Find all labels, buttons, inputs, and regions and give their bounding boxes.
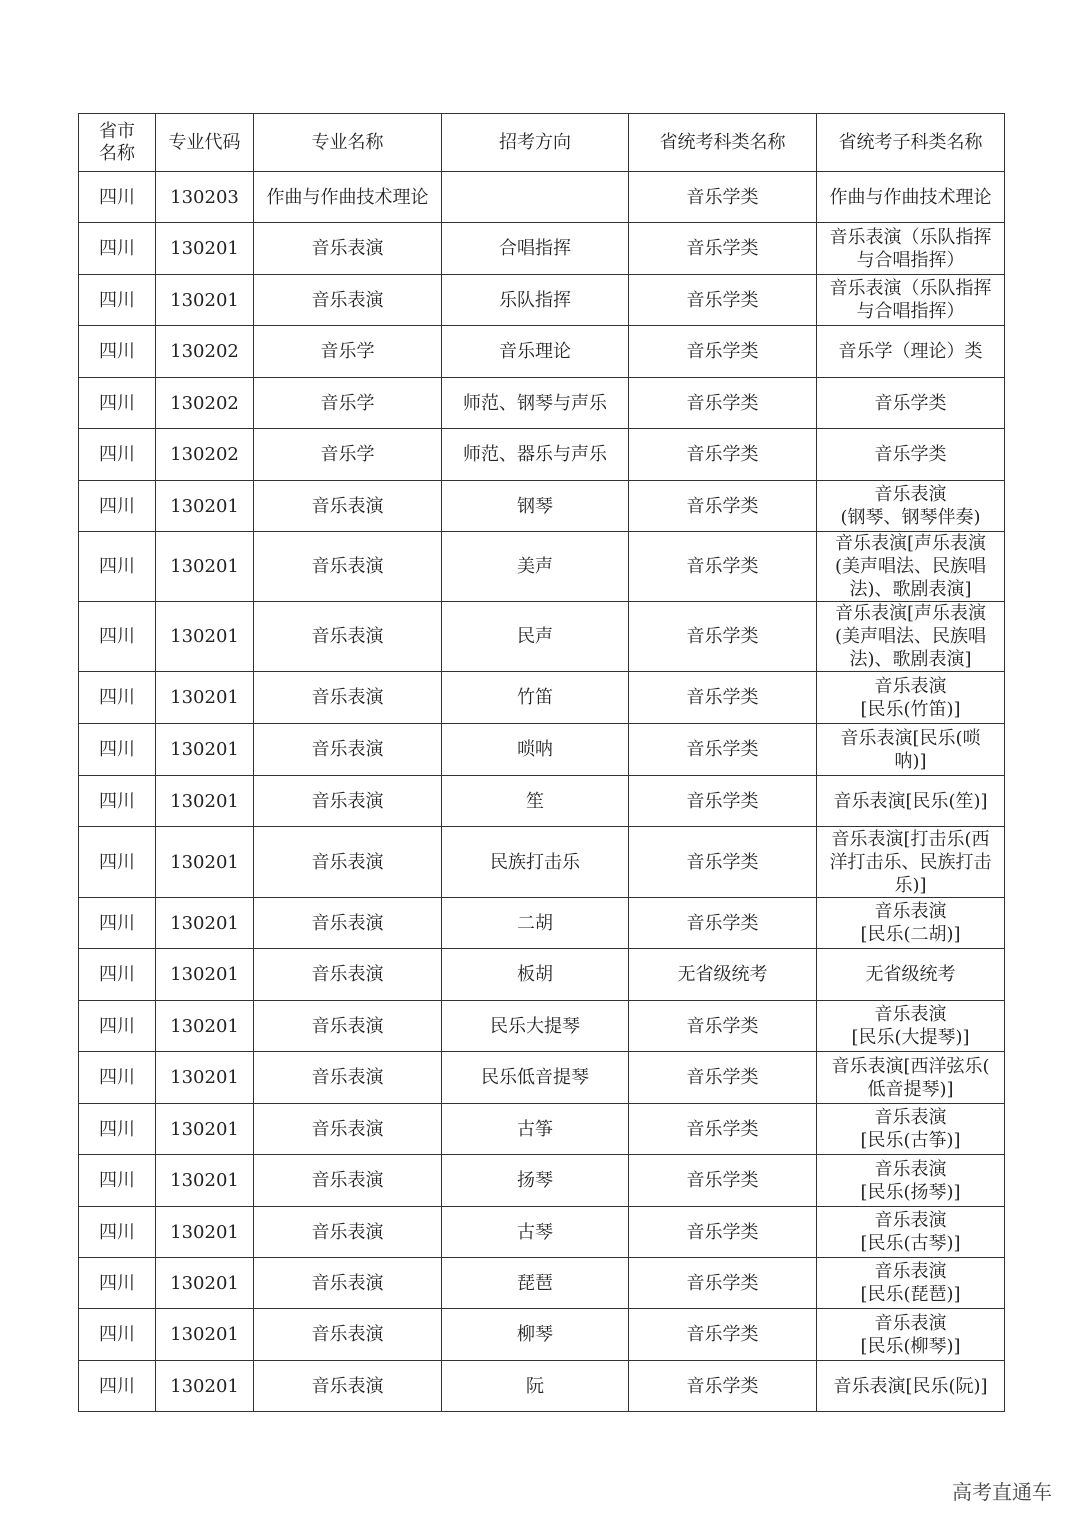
cell-major-name: 音乐表演 bbox=[254, 1104, 442, 1155]
cell-major-name: 作曲与作曲技术理论 bbox=[254, 172, 442, 223]
cell-exam-subcategory: 音乐表演 (钢琴、钢琴伴奏) bbox=[817, 481, 1005, 532]
cell-major-name: 音乐表演 bbox=[254, 724, 442, 776]
cell-exam-category: 音乐学类 bbox=[629, 1155, 817, 1207]
cell-direction bbox=[442, 172, 629, 223]
cell-major-code: 130201 bbox=[156, 949, 254, 1001]
cell-exam-category: 音乐学类 bbox=[629, 898, 817, 949]
header-province: 省市 名称 bbox=[79, 114, 156, 172]
cell-exam-subcategory: 音乐表演 [民乐(扬琴)] bbox=[817, 1155, 1005, 1207]
cell-exam-category: 音乐学类 bbox=[629, 532, 817, 602]
cell-exam-category: 音乐学类 bbox=[629, 223, 817, 275]
header-exam-subcategory: 省统考子科类名称 bbox=[817, 114, 1005, 172]
cell-major-code: 130201 bbox=[156, 1001, 254, 1052]
cell-exam-subcategory: 音乐表演[西洋弦乐( 低音提琴)] bbox=[817, 1052, 1005, 1104]
cell-exam-category: 音乐学类 bbox=[629, 1001, 817, 1052]
cell-major-name: 音乐表演 bbox=[254, 532, 442, 602]
cell-exam-subcategory: 音乐表演[民乐(阮)] bbox=[817, 1361, 1005, 1412]
cell-exam-category: 音乐学类 bbox=[629, 1258, 817, 1309]
cell-province: 四川 bbox=[79, 1258, 156, 1309]
table-row bbox=[79, 724, 1005, 776]
cell-major-name: 音乐表演 bbox=[254, 898, 442, 949]
cell-major-code: 130202 bbox=[156, 429, 254, 481]
cell-exam-subcategory: 音乐表演 [民乐(二胡)] bbox=[817, 898, 1005, 949]
table-row bbox=[79, 672, 1005, 724]
cell-exam-subcategory: 音乐学类 bbox=[817, 378, 1005, 429]
cell-exam-category: 音乐学类 bbox=[629, 1361, 817, 1412]
cell-direction: 竹笛 bbox=[442, 672, 629, 724]
header-exam-category: 省统考科类名称 bbox=[629, 114, 817, 172]
cell-direction: 板胡 bbox=[442, 949, 629, 1001]
cell-province: 四川 bbox=[79, 672, 156, 724]
cell-province: 四川 bbox=[79, 1052, 156, 1104]
cell-province: 四川 bbox=[79, 1309, 156, 1361]
cell-direction: 民乐大提琴 bbox=[442, 1001, 629, 1052]
table-row bbox=[79, 326, 1005, 378]
table-row bbox=[79, 1309, 1005, 1361]
cell-major-code: 130202 bbox=[156, 326, 254, 378]
cell-exam-subcategory: 音乐表演[声乐表演 (美声唱法、民族唱 法)、歌剧表演] bbox=[817, 602, 1005, 672]
cell-province: 四川 bbox=[79, 602, 156, 672]
cell-major-code: 130201 bbox=[156, 827, 254, 898]
cell-major-name: 音乐表演 bbox=[254, 776, 442, 827]
cell-major-code: 130201 bbox=[156, 1052, 254, 1104]
cell-exam-category: 音乐学类 bbox=[629, 275, 817, 326]
cell-direction: 阮 bbox=[442, 1361, 629, 1412]
cell-major-code: 130201 bbox=[156, 1155, 254, 1207]
cell-direction: 民声 bbox=[442, 602, 629, 672]
cell-major-name: 音乐学 bbox=[254, 326, 442, 378]
cell-major-code: 130201 bbox=[156, 672, 254, 724]
table-row bbox=[79, 949, 1005, 1001]
cell-direction: 扬琴 bbox=[442, 1155, 629, 1207]
cell-major-name: 音乐表演 bbox=[254, 1052, 442, 1104]
cell-province: 四川 bbox=[79, 1155, 156, 1207]
cell-exam-subcategory: 音乐表演[声乐表演 (美声唱法、民族唱 法)、歌剧表演] bbox=[817, 532, 1005, 602]
cell-major-code: 130201 bbox=[156, 898, 254, 949]
cell-exam-subcategory: 音乐表演[打击乐(西 洋打击乐、民族打击 乐)] bbox=[817, 827, 1005, 898]
table-row bbox=[79, 1001, 1005, 1052]
cell-province: 四川 bbox=[79, 724, 156, 776]
cell-direction: 唢呐 bbox=[442, 724, 629, 776]
cell-exam-category: 音乐学类 bbox=[629, 172, 817, 223]
cell-exam-category: 音乐学类 bbox=[629, 1104, 817, 1155]
cell-exam-category: 音乐学类 bbox=[629, 776, 817, 827]
cell-province: 四川 bbox=[79, 223, 156, 275]
cell-direction: 钢琴 bbox=[442, 481, 629, 532]
cell-major-name: 音乐表演 bbox=[254, 1207, 442, 1258]
table-row bbox=[79, 223, 1005, 275]
cell-exam-subcategory: 音乐表演 [民乐(古琴)] bbox=[817, 1207, 1005, 1258]
cell-exam-subcategory: 音乐表演[民乐(唢 呐)] bbox=[817, 724, 1005, 776]
cell-major-name: 音乐学 bbox=[254, 429, 442, 481]
header-direction: 招考方向 bbox=[442, 114, 629, 172]
cell-province: 四川 bbox=[79, 1207, 156, 1258]
cell-direction: 师范、钢琴与声乐 bbox=[442, 378, 629, 429]
table-row bbox=[79, 1155, 1005, 1207]
cell-major-name: 音乐表演 bbox=[254, 1155, 442, 1207]
cell-major-code: 130201 bbox=[156, 1258, 254, 1309]
cell-direction: 师范、器乐与声乐 bbox=[442, 429, 629, 481]
table-row bbox=[79, 1207, 1005, 1258]
cell-exam-subcategory: 音乐表演[民乐(笙)] bbox=[817, 776, 1005, 827]
cell-exam-subcategory: 音乐表演 [民乐(竹笛)] bbox=[817, 672, 1005, 724]
cell-major-name: 音乐学 bbox=[254, 378, 442, 429]
table-row bbox=[79, 172, 1005, 223]
cell-direction: 美声 bbox=[442, 532, 629, 602]
cell-exam-category: 音乐学类 bbox=[629, 724, 817, 776]
cell-exam-subcategory: 作曲与作曲技术理论 bbox=[817, 172, 1005, 223]
cell-direction: 音乐理论 bbox=[442, 326, 629, 378]
cell-major-name: 音乐表演 bbox=[254, 602, 442, 672]
cell-major-code: 130201 bbox=[156, 1207, 254, 1258]
cell-direction: 柳琴 bbox=[442, 1309, 629, 1361]
table-row bbox=[79, 1361, 1005, 1412]
cell-exam-category: 音乐学类 bbox=[629, 827, 817, 898]
table-row bbox=[79, 429, 1005, 481]
cell-major-code: 130201 bbox=[156, 1361, 254, 1412]
admissions-table bbox=[78, 113, 1005, 1412]
cell-major-name: 音乐表演 bbox=[254, 223, 442, 275]
cell-exam-subcategory: 音乐表演 [民乐(大提琴)] bbox=[817, 1001, 1005, 1052]
cell-province: 四川 bbox=[79, 827, 156, 898]
cell-major-code: 130201 bbox=[156, 223, 254, 275]
cell-province: 四川 bbox=[79, 326, 156, 378]
cell-exam-category: 音乐学类 bbox=[629, 1052, 817, 1104]
cell-major-name: 音乐表演 bbox=[254, 1361, 442, 1412]
cell-exam-category: 音乐学类 bbox=[629, 1309, 817, 1361]
cell-province: 四川 bbox=[79, 172, 156, 223]
cell-exam-category: 音乐学类 bbox=[629, 1207, 817, 1258]
cell-direction: 二胡 bbox=[442, 898, 629, 949]
table-row bbox=[79, 481, 1005, 532]
cell-direction: 乐队指挥 bbox=[442, 275, 629, 326]
cell-major-name: 音乐表演 bbox=[254, 672, 442, 724]
cell-major-code: 130201 bbox=[156, 1104, 254, 1155]
cell-exam-category: 音乐学类 bbox=[629, 378, 817, 429]
cell-exam-category: 音乐学类 bbox=[629, 602, 817, 672]
cell-major-code: 130201 bbox=[156, 1309, 254, 1361]
header-major-code: 专业代码 bbox=[156, 114, 254, 172]
cell-exam-subcategory: 音乐表演（乐队指挥 与合唱指挥） bbox=[817, 223, 1005, 275]
cell-province: 四川 bbox=[79, 776, 156, 827]
header-row bbox=[79, 114, 1005, 172]
cell-exam-subcategory: 音乐表演 [民乐(柳琴)] bbox=[817, 1309, 1005, 1361]
cell-province: 四川 bbox=[79, 1104, 156, 1155]
cell-exam-category: 音乐学类 bbox=[629, 429, 817, 481]
cell-major-code: 130203 bbox=[156, 172, 254, 223]
cell-direction: 笙 bbox=[442, 776, 629, 827]
cell-province: 四川 bbox=[79, 481, 156, 532]
cell-province: 四川 bbox=[79, 898, 156, 949]
cell-province: 四川 bbox=[79, 1361, 156, 1412]
cell-exam-category: 音乐学类 bbox=[629, 326, 817, 378]
cell-province: 四川 bbox=[79, 378, 156, 429]
table-row bbox=[79, 602, 1005, 672]
cell-major-code: 130201 bbox=[156, 602, 254, 672]
table-row bbox=[79, 776, 1005, 827]
cell-direction: 民族打击乐 bbox=[442, 827, 629, 898]
cell-major-code: 130201 bbox=[156, 532, 254, 602]
cell-exam-category: 音乐学类 bbox=[629, 672, 817, 724]
table-row bbox=[79, 1104, 1005, 1155]
table-row bbox=[79, 532, 1005, 602]
table-row bbox=[79, 275, 1005, 326]
cell-province: 四川 bbox=[79, 949, 156, 1001]
cell-major-name: 音乐表演 bbox=[254, 949, 442, 1001]
cell-province: 四川 bbox=[79, 532, 156, 602]
cell-direction: 民乐低音提琴 bbox=[442, 1052, 629, 1104]
cell-major-code: 130202 bbox=[156, 378, 254, 429]
table-row bbox=[79, 1258, 1005, 1309]
cell-exam-category: 无省级统考 bbox=[629, 949, 817, 1001]
cell-major-name: 音乐表演 bbox=[254, 1001, 442, 1052]
cell-exam-category: 音乐学类 bbox=[629, 481, 817, 532]
header-major-name: 专业名称 bbox=[254, 114, 442, 172]
table-row bbox=[79, 898, 1005, 949]
cell-direction: 合唱指挥 bbox=[442, 223, 629, 275]
cell-major-code: 130201 bbox=[156, 481, 254, 532]
cell-province: 四川 bbox=[79, 275, 156, 326]
cell-exam-subcategory: 音乐学类 bbox=[817, 429, 1005, 481]
cell-major-name: 音乐表演 bbox=[254, 1309, 442, 1361]
table-row bbox=[79, 378, 1005, 429]
cell-direction: 古琴 bbox=[442, 1207, 629, 1258]
cell-exam-subcategory: 音乐表演 [民乐(琵琶)] bbox=[817, 1258, 1005, 1309]
cell-major-name: 音乐表演 bbox=[254, 1258, 442, 1309]
cell-direction: 琵琶 bbox=[442, 1258, 629, 1309]
cell-major-code: 130201 bbox=[156, 724, 254, 776]
cell-major-name: 音乐表演 bbox=[254, 481, 442, 532]
cell-exam-subcategory: 音乐表演 [民乐(古筝)] bbox=[817, 1104, 1005, 1155]
cell-direction: 古筝 bbox=[442, 1104, 629, 1155]
cell-province: 四川 bbox=[79, 1001, 156, 1052]
source-label: 高考直通车 bbox=[952, 1480, 1052, 1504]
cell-exam-subcategory: 音乐表演（乐队指挥 与合唱指挥） bbox=[817, 275, 1005, 326]
cell-exam-subcategory: 无省级统考 bbox=[817, 949, 1005, 1001]
cell-province: 四川 bbox=[79, 429, 156, 481]
table-row bbox=[79, 827, 1005, 898]
cell-major-name: 音乐表演 bbox=[254, 827, 442, 898]
table-row bbox=[79, 1052, 1005, 1104]
cell-major-code: 130201 bbox=[156, 275, 254, 326]
cell-exam-subcategory: 音乐学（理论）类 bbox=[817, 326, 1005, 378]
cell-major-name: 音乐表演 bbox=[254, 275, 442, 326]
cell-major-code: 130201 bbox=[156, 776, 254, 827]
